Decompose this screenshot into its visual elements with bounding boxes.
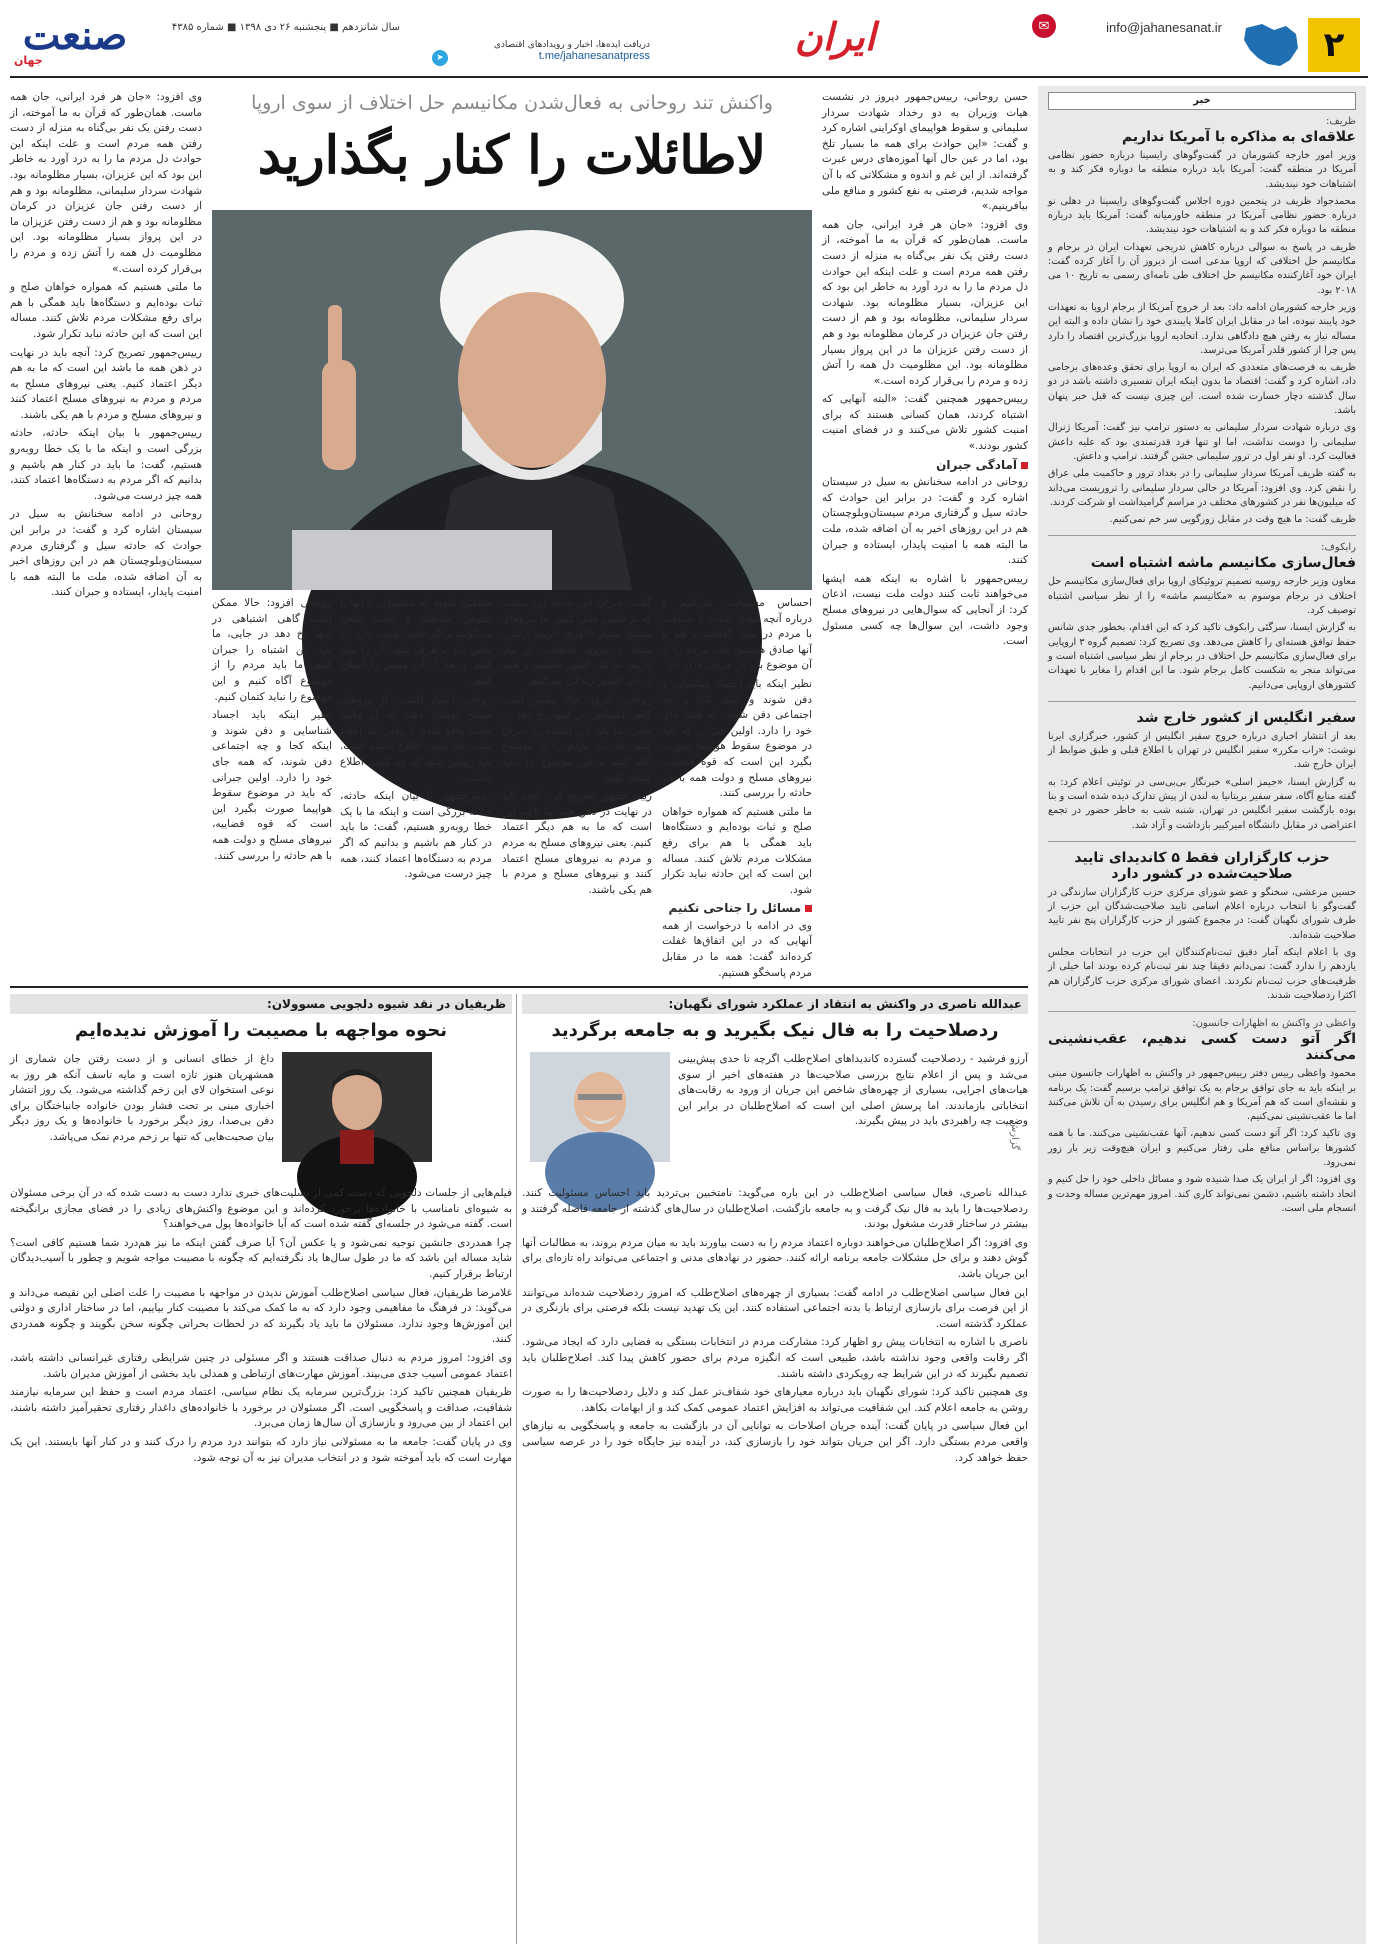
subhead-compensation: آمادگی جبران xyxy=(822,458,1028,474)
article-title: حزب کارگزاران فقط ۵ کاندیدای تایید صلاحیت‌شده در کشور دارد xyxy=(1074,849,1330,882)
article-paragraph: رییس‌جمهور همچنین گفت: «البته آنهایی که اشتباه کردند، همان کسانی هستند که برای امنیت کشور تلاش می‌کنند و در فضای امنیت کشور بودند.» xyxy=(822,393,1028,453)
section-title: ایران xyxy=(794,14,876,59)
article-paragraph: ما ملتی هستیم که همواره خواهان صلح و ثبات بوده‌ایم و دستگاه‌ها باید همگی با هم برای رفع مشکلات مردم تلاش کنند. مساله این است که این حادثه نباید تکرار شود. xyxy=(10,281,202,340)
article-title: سفیر انگلیس از کشور خارج شد xyxy=(1136,709,1356,726)
sidebar-article-ambassador xyxy=(1048,701,1356,833)
main-article-column-c xyxy=(502,596,652,970)
article-kicker: عبدالله ناصری در واکنش به انتقاد از عملکرد شورای نگهبان: xyxy=(522,994,1028,1014)
article-paragraph: رییس‌جمهور با بیان اینکه حادثه، حادثه بزرگی است و اینکه ما با یک خطا روبه‌رو هستیم، گفت: ما باید در کنار هم باشیم و بدانیم که اگر مردم به دستگاه‌ها اعتماد کنند، همه چیز درست می‌شود. xyxy=(340,790,492,881)
report-tag: گزارش xyxy=(1009,1120,1020,1151)
article-paragraph: وی در ادامه با درخواست از همه آنهایی که در این اتفاق‌ها غفلت کرده‌اند گفت: همه ما در مقابل مردم پاسخگو هستیم. xyxy=(662,919,812,979)
article-paragraph: معاون وزیر خارجه روسیه تصمیم تروئیکای اروپا برای فعال‌سازی مکانیسم حل اختلاف در برجام موسوم به «مکانیسم ماشه» را از نظر سیاسی اشتباه توصیف کرد. xyxy=(1048,576,1356,617)
article-title: علاقه‌ای به مذاکره با آمریکا نداریم xyxy=(1121,129,1356,145)
telegram-link[interactable]: t.me/jahanesanatpress xyxy=(538,50,650,62)
telegram-promo[interactable] xyxy=(430,40,650,62)
section-divider xyxy=(10,986,1028,988)
article-paragraph: به گزارش ایسنا، سرگئی رابکوف تاکید کرد که این اقدام، بخطور جدی شانس حفظ توافق هسته‌ای را کاهش می‌دهد. وی تصریح کرد: تصمیم گروه ۳ اروپایی برای فعال‌سازی مکانیسم حل اختلاف در برجام از نظر سیاسی اشتباه است و می‌تواند منجر به شکست کامل برجام شود. ما این اقدام را مغایر با تعهدات کشورهای اروپایی می‌دانیم. xyxy=(1048,622,1356,691)
red-square-icon xyxy=(805,905,812,912)
issue-info: سال شانزدهم ■ پنجشنبه ۲۶ دی ۱۳۹۸ ■ شماره ۴۳۸۵ xyxy=(171,22,400,33)
article-paragraph: محمود واعظی رییس دفتر رییس‌جمهور در واکنش به اظهارات جانسون مبنی بر اینکه باید به جای توافق برجام به یک توافق ترامپ برسیم گفت: یک برنامه و نقشه‌ای است که هم آمریکا و هم انگلیس برای رسیدن به آن تلاش می‌کنند اما ما عقب‌نشینی نمی‌کنیم. xyxy=(1048,1068,1356,1123)
article-paragraph: ما ملتی هستیم که همواره خواهان صلح و ثبات بوده‌ایم و دستگاه‌ها باید همگی با هم برای رفع مشکلات مردم تلاش کنند. مساله این است که این حادثه نباید تکرار شود. xyxy=(662,805,812,896)
vertical-divider xyxy=(516,994,517,1944)
logo-sub: جهان xyxy=(14,54,43,67)
article-paragraph: وزیر امور خارجه کشورمان در گفت‌وگوهای رایسینا درباره حضور نظامی آمریکا در منطقه گفت: آمریکا باید درباره منطقه ما دوباره فکر کند و به اشتباهات خود نیندیشد. xyxy=(1048,150,1356,190)
telegram-text: دریافت ایده‌ها، اخبار و رویدادهای اقتصادی xyxy=(493,40,650,50)
sidebar-label: خبر xyxy=(1048,92,1356,110)
telegram-icon: ➤ xyxy=(432,50,448,66)
article-paragraph: وی افزود: «جان هر فرد ایرانی، جان همه ماست. همان‌طور که قرآن به ما آموخته، از دست رفتن یک نفر بی‌گناه به منزله از دست رفتن همه مردم است و علت اینکه این حوادث دل مردم ما را به درد آورد به خاطر این بود که این عزیزان، بسیار مظلومانه بود. شهادت سردار سلیمانی، مظلومانه بود و هم از دست رفتن جان عزیزان در کرمان مظلومانه بود و هم از دست رفتن عزیزان ما در این پرواز بسیار مظلومانه بود. این مظلومیت دل همه را آتش زده و مردم را بی‌قرار کرده است.» xyxy=(822,218,1028,387)
article-paragraph: روحانی افزود: حالا ممکن است گاهی اشتباهی در اینها رخ دهد در جایی، ما باید این اشتباه را جبران کنیم. ما باید مردم را از موضوع آگاه کنیم و این موضوع را نباید کتمان کنیم. xyxy=(502,693,652,784)
naseri-photo xyxy=(530,1052,670,1162)
email-address[interactable]: info@jahanesanat.ir xyxy=(1106,20,1222,35)
article-paragraph: روحانی در ادامه سخنانش به سیل در سیستان اشاره کرد و گفت: در برابر این حوادث که حادثه سیل و گرفتاری مردم سیستان‌وبلوچستان هم در این روزهای اخیر به آن اضافه شده، ملت ما البته همه با امنیت پایدار، ایستاده و جبران کنند. xyxy=(10,508,202,599)
article-paragraph: روحانی در ادامه سخنانش به سیل در سیستان اشاره کرد و گفت: در برابر این حوادث که حادثه سیل و گرفتاری مردم سیستان‌وبلوچستان هم در این روزهای اخیر به آن اضافه شده، ملت ما البته همه با امنیت پایدار، ایستاده و جبران کنند. xyxy=(822,476,1028,567)
article-title: نحوه مواجهه با مصیبت را آموزش ندیده‌ایم xyxy=(74,1020,448,1041)
main-article-column-b xyxy=(662,596,812,979)
rouhani-photo xyxy=(212,210,812,590)
iran-map-icon xyxy=(1240,20,1302,70)
article-paragraph: بعد از انتشار اخباری درباره خروج سفیر انگلیس از کشور، خبرگزاری ایرنا نوشت: «راب مکرر» سفیر انگلیس در تهران با اطلاع قبلی و طبق ضوابط از ایران خارج شد. xyxy=(1048,730,1356,771)
article-paragraph: وی با اعلام اینکه آمار دقیق ثبت‌نام‌کنندگان این حزب در انتخابات مجلس یازدهم را ندارد گفت: نمی‌دانم دقیقا چند نفر ثبت‌نام کرده بودند اما خیلی از ظرفیت‌های حزب ثبت‌نام نکردند. اعضای شورای مرکزی حزب کارگزاران هم اکثرا ردصلاحیت شدند. xyxy=(1048,947,1356,1001)
logo-main: صنعت xyxy=(22,12,128,59)
article-paragraph: گفت: جبران این حادثه این نیست که برعکس عمل کنیم. ما نیروهای مسلح بسیار دلاوری داریم، ارتش، سپاه و نیروی انتظامی از نیاز داریم. ما یک کشور هستیم و همه در این کشور زندگی می‌کنیم. xyxy=(502,597,652,687)
article-paragraph: ظریف به فرصت‌های متعددی که ایران به اروپا برای تحقق وعده‌های برجامی داد، اشاره کرد و گفت: اقتصاد ما بدون اینکه ایران تفسیری داشته باشد در دو سال گذشته دچار خسارت شده است. این چیزی نیست که قبل خبر پنهان باشد. xyxy=(1048,362,1356,417)
article-kicker: رابکوف: xyxy=(1321,542,1356,554)
mail-icon: ✉ xyxy=(1032,14,1056,38)
article-paragraph: وی افزود: «جان هر فرد ایرانی، جان همه ماست. همان‌طور که قرآن به ما آموخته، از دست رفتن یک نفر بی‌گناه به منزله از دست رفتن همه مردم است و علت اینکه این حوادث دل مردم ما را به درد آورد به خاطر این بود که این عزیزان، بسیار مظلومانه بود. شهادت سردار سلیمانی، مظلومانه بود و هم از دست رفتن جان عزیزان در کرمان مظلومانه بود و هم از دست رفتن عزیزان ما در این پرواز بسیار مظلومانه بود. این مظلومیت دل همه را آتش زده و مردم را بی‌قرار کرده است.» xyxy=(10,91,202,275)
naseri-article xyxy=(522,994,1028,1944)
sidebar-article-kargozaran xyxy=(1048,841,1356,1003)
article-paragraph: نظیر اینکه باید اجساد شناسایی و دفن شوند و اینکه کجا و چه اجتماعی دفن شوند، که همه جای خود را دارد. اولین جبرانی که باید در موضوع سقوط هواپیما صورت بگیرد این است که قوه قضاییه، نیروهای مسلح و دولت همه با هم حادثه را بررسی کنند. xyxy=(662,677,812,800)
article-title: ردصلاحیت را به فال نیک بگیرید و به جامعه برگردید xyxy=(551,1020,999,1041)
article-paragraph: روحانی افزود: حالا ممکن است گاهی اشتباهی در اینها رخ دهد در جایی، ما باید این اشتباه را جبران کنیم. ما باید مردم را از موضوع آگاه کنیم و این موضوع را نباید کتمان کنیم. xyxy=(212,597,332,703)
header-rule xyxy=(10,76,1368,78)
main-article-column-a xyxy=(822,90,1028,970)
article-paragraph: ظریف گفت: ما هیچ وقت در مقابل زورگویی سر خم نمی‌کنیم. xyxy=(1109,514,1356,526)
article-paragraph: نظیر اینکه باید اجساد شناسایی و دفن شوند و اینکه کجا و چه اجتماعی دفن شوند، که همه جای خود را دارد. اولین جبرانی که باید در موضوع سقوط هواپیما صورت بگیرد این است که قوه قضاییه، نیروهای مسلح و دولت همه با هم حادثه را بررسی کنند. xyxy=(212,709,332,862)
article-paragraph: به گزارش ایسنا، «جیمز اسلی» خبرنگار بی‌بی‌سی در توئیتی اعلام کرد: به گفته منابع آگاه، سفر سفیر بریتانیا به لندن از پیش تدارک دیده شده است و بنا بوده بازگشت سفیر انگلیس در تهران، شنبه شب به خاطر حضور در تجمع اعتراضی در مقابل دانشگاه امیرکبیر بازداشت و آزاد شد. xyxy=(1048,776,1356,831)
article-title: اگر آتو دست کسی ندهیم، عقب‌نشینی می‌کنند xyxy=(1048,1031,1356,1064)
article-paragraph: احساس مسئولیت می‌کنیم و درباره آنچه اتفاق افتاده با صداقت با مردم در میان گذاشته و هم با آنها صادق هستیم. همه مردم را از آن موضوع باید در جریان قرار داد. xyxy=(662,597,812,672)
sidebar-article-vaezi xyxy=(1048,1011,1356,1216)
article-paragraph: رییس‌جمهور با بیان اینکه حادثه، حادثه بزرگی است و اینکه ما با یک خطا روبه‌رو هستیم، گفت: ما باید در کنار هم باشیم و بدانیم که اگر مردم به دستگاه‌ها اعتماد کنند، همه چیز درست می‌شود. xyxy=(10,427,202,502)
article-paragraph: وی تاکید کرد: اگر آتو دست کسی ندهیم، آنها عقب‌نشینی می‌کنند. ما با همه کشورها براساس منافع ملی رفتار می‌کنیم و ایران هیچ‌وقت زیر بار زور نمی‌رود. xyxy=(1048,1128,1356,1169)
article-paragraph: ناصری با اشاره به انتخابات پیش رو اظهار کرد: مشارکت مردم در انتخابات بستگی به فضایی دارد که ایجاد می‌شود. اگر رقابت واقعی وجود نداشته باشد، طبیعی است که انگیزه مردم برای حضور کاهش پیدا کند. اصلاح‌طلبان باید تصمیم بگیرند که در این شرایط چه رویکردی داشته باشند. xyxy=(522,1336,1028,1380)
main-article-title: لاطائلات را کنار بگذارید xyxy=(257,125,767,186)
article-kicker: ظریفیان در نقد شیوه دلجویی مسوولان: xyxy=(10,994,512,1014)
article-paragraph: حسن روحانی، رییس‌جمهور دیروز در نشست هیات وزیران به دو رخداد شهادت سردار سلیمانی و سقوط هواپیمای اوکراینی اشاره کرد و گفت: «این حوادث برای همه ما بسیار تلخ بود، اما در عین حال آنها آموزه‌های درس عبرت گرفته‌اند. از این غم و اندوه و مشکلاتی که با آن مواجه شدیم، فرصتی به نفع کشور و منافع ملی بیافرینیم.» xyxy=(822,91,1028,213)
article-paragraph: این فعال سیاسی در پایان گفت: آینده جریان اصلاحات به توانایی آن در بازگشت به جامعه و پاسخگویی به نیازهای واقعی مردم بستگی دارد. اگر این جریان بتواند خود را بازسازی کند، در آینده نیز جایگاه خود را در عرصه سیاسی حفظ خواهد کرد. xyxy=(522,1420,1028,1464)
article-paragraph: وی همچنین تاکید کرد: شورای نگهبان باید درباره معیارهای خود شفاف‌تر عمل کند و دلایل ردصلاحیت‌ها را به صورت روشن به جامعه اعلام کند. این شفافیت می‌تواند به افزایش اعتماد عمومی کمک کند و از ابهامات بکاهد. xyxy=(522,1386,1028,1414)
article-paragraph: داغ از خطای انسانی و از دست رفتن جان شماری از همشهریان هنوز تازه است و مایه تاسف آنکه هر روز به نوعی استخوان لای این زخم گذاشته می‌شود. یک روز انتشار اخباری مبنی بر تحت فشار بودن خانواده جانباختگان برای دفن بی‌صدا، روز دیگر برخورد با خانواده‌ها و یک روز دیگر بیان صحبت‌هایی که تنها بر زخم مردم نمک می‌پاشد. xyxy=(10,1053,274,1143)
article-paragraph: وی افزود: اگر از ایران یک صدا شنیده شود و مسائل داخلی خود را حل کنیم و اتحاد داشته باشیم، دشمن نمی‌تواند کاری کند. امروز مهم‌ترین مساله وحدت و انسجام ملی است. xyxy=(1048,1174,1356,1214)
article-paragraph: رییس‌جمهور با اشاره به اینکه همه ایشها می‌خواهند ثابت کنند دولت ملت نیست، اذعان کرد: از آنجایی که سوال‌هایی در نیروهای مسلح وجود داشت، این سوال‌ها چه کسی مسئول است. xyxy=(822,572,1028,648)
article-paragraph: وی درباره شهادت سردار سلیمانی به دستور ترامپ نیز گفت: آمریکا ژنرال سلیمانی را دوست نداشت، اما او تنها فرد قدرتمندی بود که علیه داعش فعالیت کرد. او نفر اول در ترور سلیمانی جشن گرفتند. ترامپ و داعش. xyxy=(1048,422,1356,462)
article-paragraph: روحانی اظهار داشت: از نیروهای مسلح توضیح دهند که از وقتی حادثه واقع شده تا وقتی که اعلام شده، چه کسی اطلاع داشته است. باید روشن شود که چه کسی اطلاع داشت. xyxy=(340,693,492,784)
portrait-illustration xyxy=(212,210,812,590)
page-header xyxy=(0,0,1378,80)
main-article-column-d xyxy=(340,596,492,970)
news-sidebar xyxy=(1038,86,1366,1944)
article-paragraph: فیلم‌هایی از جلسات دلجویی که دست کمی از تسلیت‌های خبری ندارد دست به دست شده که در آن برخی مسئولان به شیوه‌ای نامناسب با خانواده‌ها برخورد کرده‌اند و این موضوع واکنش‌های زیادی را در فضای مجازی برانگیخته است. گفته می‌شود در جلسه‌ای گفته شده است که آیا خانواده‌ها پول می‌خواهند؟ xyxy=(10,1187,512,1231)
main-article-kicker: واکنش تند روحانی به فعال‌شدن مکانیسم حل اختلاف از سوی اروپا xyxy=(251,92,773,114)
article-title: فعال‌سازی مکانیسم ماشه اشتباه است xyxy=(1090,555,1356,572)
article-paragraph: رییس‌جمهور تصریح کرد: آنچه باید در نهایت در ذهن همه ما باشد این است که ما به هم دیگر اعتماد کنیم. یعنی نیروهای مسلح به مردم و مردم به نیروهای مسلح اعتماد کنند و نیروهای مسلح و مردم با هم یکی باشند. xyxy=(10,346,202,421)
article-paragraph: وی افزود: اگر اصلاح‌طلبان می‌خواهند دوباره اعتماد مردم را به دست بیاورند باید به میان مردم بروند، به مطالبات آنها گوش دهند و برای حل مشکلات جامعه برنامه ارائه کنند. حضور در نهادهای مدنی و اجتماعی می‌تواند راه تازه‌ای برای این جریان باشد. xyxy=(522,1236,1028,1280)
article-paragraph: عبدالله ناصری، فعال سیاسی اصلاح‌طلب در این باره می‌گوید: نامتخبین بی‌تردید باید احساس مسئولیت کنند. ردصلاحیت‌ها را باید به فال نیک گرفت و به جامعه بازگشت. اصلاح‌طلبان در سال‌های گذشته از جامعه فاصله گرفتند و بیشتر در ساختار قدرت مشغول بودند. xyxy=(522,1187,1028,1231)
article-kicker: واعظی در واکنش به اظهارات جانسون: xyxy=(1192,1018,1356,1030)
article-paragraph: به گفته ظریف آمریکا سردار سلیمانی را در بغداد ترور و حاکمیت ملی عراق را نقض کرد. وی افزود: آمریکا در حالی سردار سلیمانی را تروریست می‌داند که میلیون‌ها نفر در کشورهای مختلف در مراسم گرامیداشت او شرکت کردند. xyxy=(1048,468,1356,508)
article-paragraph: غلامرضا ظریفیان، فعال سیاسی اصلاح‌طلب آموزش ندیدن در مواجهه با مصیبت را علت اصلی این نقیصه می‌داند و می‌گوید: در فرهنگ ما مفاهیمی وجود دارد که به ما کمک می‌کند با مصیبت کنار بیاییم، اما در ساختار اداری و دولتی این آموزش‌ها وجود ندارد. مسئولان ما باید یاد بگیرند که در لحظات بحرانی چگونه سخن بگویند و چگونه همدردی کنند. xyxy=(10,1286,512,1346)
main-article-column-f xyxy=(212,596,332,970)
article-paragraph: حسین مرعشی، سخنگو و عضو شورای مرکزی حزب کارگزاران سازندگی در گفت‌وگو با انتخاب درباره اعلام اسامی تایید صلاحیت‌شدگان این حزب از طرف شورای نگهبان گفت: در مجموع کشور از حزب کارگزاران پنج نفر تایید صلاحیت شده‌اند. xyxy=(1048,886,1356,941)
page-number: ۲ xyxy=(1308,18,1360,72)
article-paragraph: ظریف در پاسخ به سوالی درباره کاهش تدریجی تعهدات ایران در برجام و مکانیسم حل اختلافی که اروپا مدعی است از دیروز آن را آغاز کرده گفت: ایران خود آغازکننده مکانیسم حل اختلاف طی نامه‌ای رسمی به تاریخ ۱۰ می ۲۰۱۸ بود. xyxy=(1048,241,1357,296)
article-paragraph: وزیر خارجه کشورمان ادامه داد: بعد از خروج آمریکا از برجام اروپا به تعهدات خود پایبند نبوده، اما در مقابل ایران کاملا پایبندی خود را نشان داده و البته این مساله نیاز به رفتن هیچ دادگاهی ندارد. اتحادیه اروپا بزرگ‌ترین اقتصاد را دارد پس چرا از کشور قلدر آمریکا می‌ترسد. xyxy=(1048,301,1356,356)
subhead-non-partisan: مسائل را جناحی نکنیم xyxy=(662,901,812,917)
sidebar-article-zarif xyxy=(1048,116,1356,527)
article-paragraph: محمدجواد ظریف در پنجمین دوره اجلاس گفت‌وگوهای رایسینا در دهلی نو درباره حضور نظامی آمریکا در منطقه خاورمیانه گفت: آمریکا باید درباره منطقه ما دوباره فکر کند و به اشتباهات خود نیندیشد. xyxy=(1048,195,1356,236)
sidebar-article-ryabkov xyxy=(1048,535,1356,692)
article-paragraph: رییس‌جمهور تصریح کرد: آنچه باید در نهایت در ذهن همه ما باشد این است که ما به هم دیگر اعتماد کنیم. یعنی نیروهای مسلح به مردم و مردم به نیروهای مسلح اعتماد کنند و نیروهای مسلح و مردم با هم یکی باشند. xyxy=(502,790,652,896)
article-paragraph: وی افزود: امروز مردم به دنبال صداقت هستند و اگر مسئولی در چنین شرایطی رفتاری غیرانسانی داشته باشد، اعتماد عمومی آسیب جدی می‌بیند. آموزش مهارت‌های ارتباطی و همدلی باید بخشی از آموزش مدیران باشد. xyxy=(10,1351,512,1380)
article-paragraph: این فعال سیاسی اصلاح‌طلب در ادامه گفت: بسیاری از چهره‌های اصلاح‌طلب که امروز ردصلاحیت شده‌اند می‌توانند از این فرصت برای بازسازی ارتباط با بدنه اجتماعی استفاده کنند. این یک تهدید نیست بلکه فرصتی برای بازنگری در عملکرد گذشته است. xyxy=(522,1286,1028,1330)
article-paragraph: چرا همدردی جانشین توجیه نمی‌شود و یا عکس آن؟ آیا صرف گفتن اینکه ما نیز هم‌درد شما هستیم کافی است؟ شاید مساله این باشد که ما در طول سال‌ها یاد نگرفته‌ایم که چگونه با مصیبت مواجه شویم و چطور با آسیب‌دیدگان ارتباط برقرار کنیم. xyxy=(10,1236,512,1280)
zarifian-article xyxy=(10,994,512,1944)
main-article-column-e xyxy=(10,90,202,970)
article-paragraph: آرزو فرشید - ردصلاحیت گسترده کاندیداهای اصلاح‌طلب اگرچه تا حدی پیش‌بینی می‌شد و پس از اعلام نتایج بررسی صلاحیت‌ها در هفته‌های اخیر از سوی هیات‌های اجرایی، بسیاری از چهره‌های شاخص این جریان از ورود به رقابت‌های انتخاباتی بازماندند. اما پرسش اصلی این است که اصلاح‌طلبان در برابر این وضعیت چه راهبردی باید در پیش بگیرند. xyxy=(678,1053,1028,1128)
article-kicker: ظریف: xyxy=(1326,116,1356,127)
article-paragraph: مطمئن شوند که مسئولان با آنها با خلوص، صداقت و امانت سخن می‌گویند و اگر جایی نقصی دارد آن نقص باید برطرف شود. آن را بیان کنیم و بعد از آن مسیر را اصلاح کنیم. xyxy=(340,597,492,687)
zarifian-photo xyxy=(282,1052,432,1162)
red-square-icon xyxy=(1021,462,1028,469)
article-paragraph: ظریفیان همچنین تاکید کرد: بزرگ‌ترین سرمایه یک نظام سیاسی، اعتماد مردم است و حفظ این سرمایه نیازمند شفافیت، صداقت و پاسخگویی است. اگر مسئولان در برخورد با خانواده‌های داغدار رفتاری تحقیرآمیز داشته باشند، این اعتماد از بین می‌رود و بازسازی آن سال‌ها زمان می‌برد. xyxy=(10,1386,512,1430)
newspaper-logo xyxy=(10,14,140,74)
article-paragraph: وی در پایان گفت: جامعه ما به مسئولانی نیاز دارد که بتوانند درد مردم را درک کنند و در کنار آنها بایستند. این یک مهارت است که باید آموخته شود و در انتخاب مدیران نیز به آن توجه شود. xyxy=(10,1435,512,1464)
